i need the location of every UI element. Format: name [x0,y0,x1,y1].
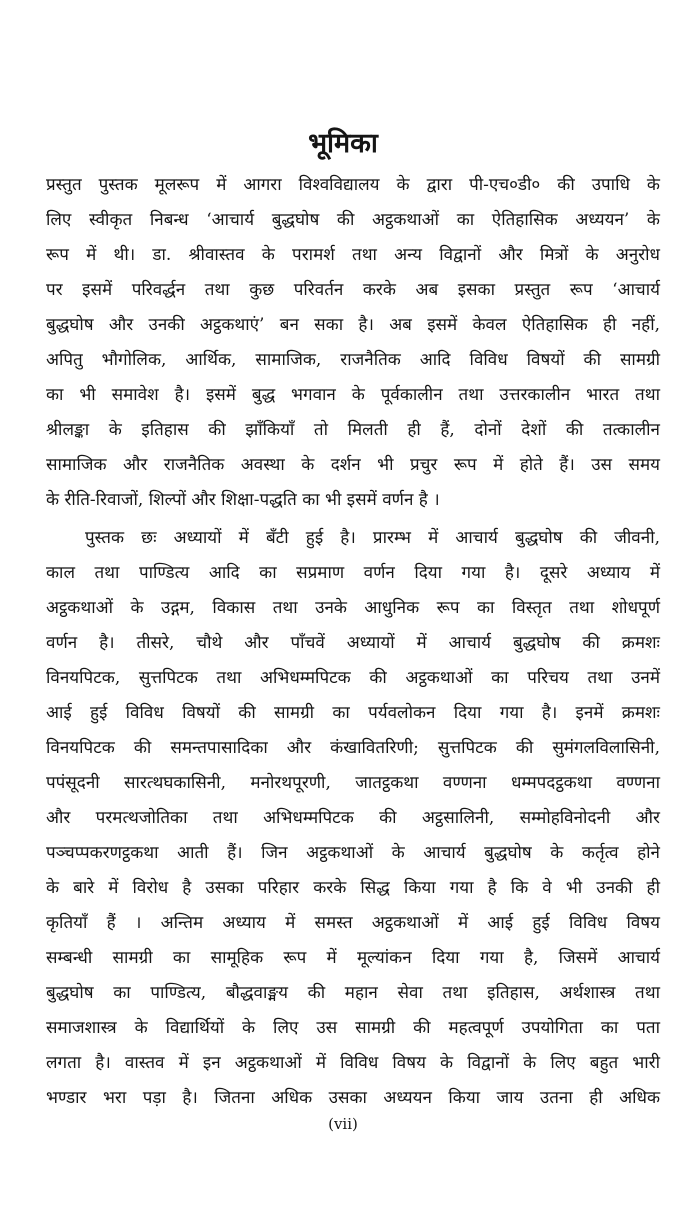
paragraph-line: के रीति-रिवाजों, शिल्पों और शिक्षा-पद्धति का भी इसमें वर्णन है । [46,490,440,510]
paragraph-line: काल तथा पाण्डित्य आदि का सप्रमाण वर्णन दिया गया है। दूसरे अध्याय में [46,563,660,583]
paragraph-line: लगता है। वास्तव में इन अट्ठकथाओं में विविध विषय के विद्वानों के लिए बहुत भारी [46,1053,660,1073]
paragraph-line: समाजशास्त्र के विद्यार्थियों के लिए उस सामग्री की महत्वपूर्ण उपयोगिता का पता [46,1018,660,1038]
paragraph-line: और परमत्थजोतिका तथा अभिधम्मपिटक की अट्ठसालिनी, सम्मोहविनोदनी और [46,808,660,828]
page-number: (vii) [328,1115,358,1133]
paragraph-line: बुद्धघोष का पाण्डित्य, बौद्धवाङ्मय की महान सेवा तथा इतिहास, अर्थशास्त्र तथा [46,983,660,1003]
paragraph-line: कृतियाँ हैं । अन्तिम अध्याय में समस्त अट्ठकथाओं में आई हुई विविध विषय [46,913,660,933]
page-title: भूमिका [308,128,378,159]
paragraph-line: सामाजिक और राजनैतिक अवस्था के दर्शन भी प्रचुर रूप में होते हैं। उस समय [46,455,660,475]
paragraph-line: विनयपिटक की समन्तपासादिका और कंखावितरिणी; सुत्तपिटक की सुमंगलविलासिनी, [46,738,660,758]
paragraph-line: भण्डार भरा पड़ा है। जितना अधिक उसका अध्ययन किया जाय उतना ही अधिक [46,1088,660,1108]
paragraph-line: प्रस्तुत पुस्तक मूलरूप में आगरा विश्वविद्यालय के द्वारा पी-एच०डी० की उपाधि के [46,175,660,195]
paragraph-line: श्रीलङ्का के इतिहास की झाँकियाँ तो मिलती ही हैं, दोनों देशों की तत्कालीन [46,420,660,440]
paragraph-line: अपितु भौगोलिक, आर्थिक, सामाजिक, राजनैतिक आदि विविध विषयों की सामग्री [46,350,660,370]
paragraph-line: विनयपिटक, सुत्तपिटक तथा अभिधम्मपिटक की अट्ठकथाओं का परिचय तथा उनमें [46,668,660,688]
paragraph-line: सम्बन्धी सामग्री का सामूहिक रूप में मूल्यांकन दिया गया है, जिसमें आचार्य [46,948,660,968]
paragraph-line: के बारे में विरोध है उसका परिहार करके सिद्ध किया गया है कि वे भी उनकी ही [46,878,660,898]
paragraph-line: का भी समावेश है। इसमें बुद्ध भगवान के पूर्वकालीन तथा उत्तरकालीन भारत तथा [46,385,660,405]
paragraph-line: पञ्चप्पकरणट्ठकथा आती हैं। जिन अट्ठकथाओं के आचार्य बुद्धघोष के कर्तृत्व होने [46,843,660,863]
paragraph-line: रूप में थी। डा. श्रीवास्तव के परामर्श तथा अन्य विद्वानों और मित्रों के अनुरोध [46,245,660,265]
paragraph-line: पर इसमें परिवर्द्धन तथा कुछ परिवर्तन करके अब इसका प्रस्तुत रूप ‘आचार्य [46,280,660,300]
paragraph-line: पुस्तक छः अध्यायों में बँटी हुई है। प्रारम्भ में आचार्य बुद्धघोष की जीवनी, [85,528,660,548]
paragraph-line: अट्ठकथाओं के उद्गम, विकास तथा उनके आधुनिक रूप का विस्तृत तथा शोधपूर्ण [46,598,660,618]
paragraph-line: लिए स्वीकृत निबन्ध ‘आचार्य बुद्धघोष की अट्ठकथाओं का ऐतिहासिक अध्ययन’ के [46,210,660,230]
paragraph-line: आई हुई विविध विषयों की सामग्री का पर्यवलोकन दिया गया है। इनमें क्रमशः [46,703,660,723]
paragraph-line: बुद्धघोष और उनकी अट्ठकथाएं’ बन सका है। अब इसमें केवल ऐतिहासिक ही नहीं, [46,315,660,335]
paragraph-line: पपंसूदनी सारत्थघकासिनी, मनोरथपूरणी, जातट्ठकथा वण्णना धम्मपदट्ठकथा वण्णना [46,773,660,793]
paragraph-line: वर्णन है। तीसरे, चौथे और पाँचवें अध्यायों में आचार्य बुद्धघोष की क्रमशः [46,633,660,653]
